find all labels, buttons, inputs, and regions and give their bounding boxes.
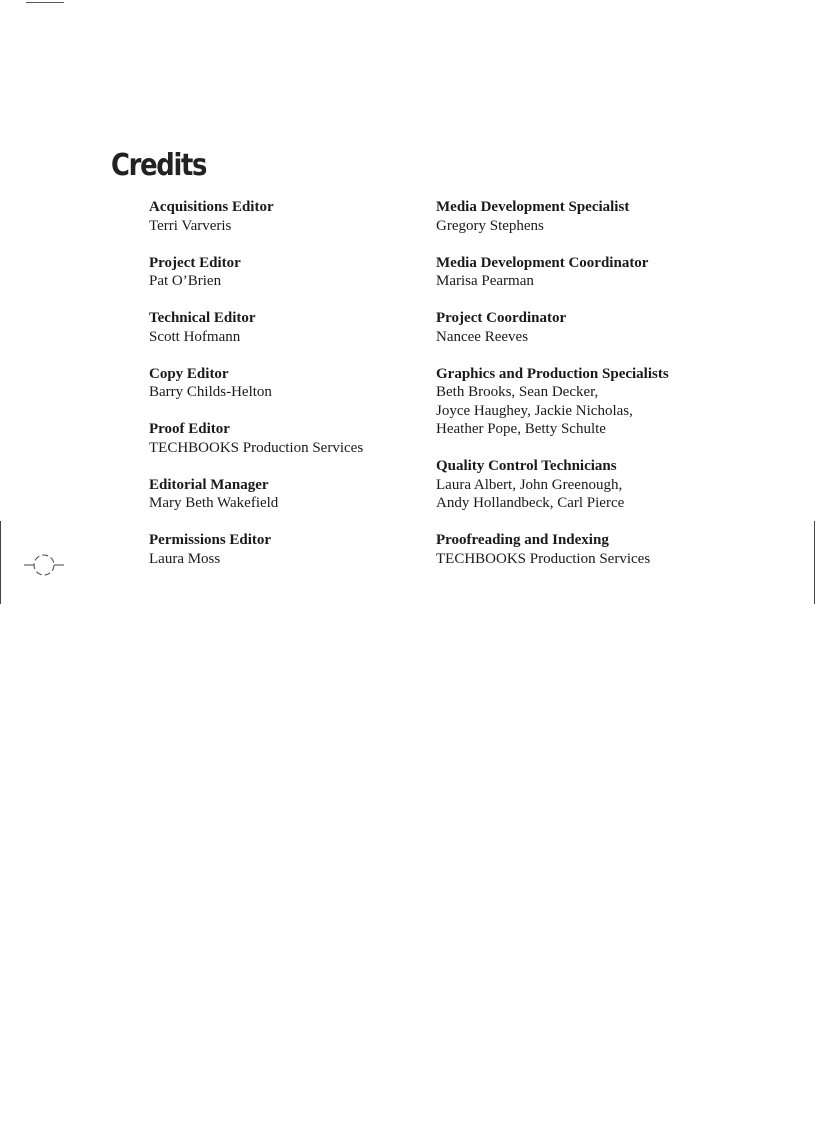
credit-entry xyxy=(149,309,419,346)
credit-role: Graphics and Production Specialists xyxy=(436,365,669,382)
credit-entry xyxy=(149,198,419,235)
credit-entry xyxy=(436,198,736,235)
credit-role: Project Coordinator xyxy=(436,310,567,326)
credit-role: Technical Editor xyxy=(149,310,256,326)
margin-line-right xyxy=(814,521,815,604)
credit-name: Barry Childs-Helton xyxy=(149,384,272,400)
credit-role: Permissions Editor xyxy=(149,532,272,548)
credit-name: TECHBOOKS Production Services xyxy=(436,550,651,567)
credit-name: TECHBOOKS Production Services xyxy=(149,439,364,456)
credit-name: Heather Pope, Betty Schulte xyxy=(436,421,606,437)
credit-role: Copy Editor xyxy=(149,365,229,382)
credit-name: Pat O’Brien xyxy=(149,273,222,289)
credit-entry xyxy=(436,457,736,513)
credit-name: Andy Hollandbeck, Carl Pierce xyxy=(436,495,625,511)
credit-role: Media Development Coordinator xyxy=(436,254,649,271)
credit-entry xyxy=(149,254,419,291)
credit-entry xyxy=(436,531,736,568)
credit-name: Mary Beth Wakefield xyxy=(149,495,279,511)
credit-entry xyxy=(149,531,419,568)
credit-role: Media Development Specialist xyxy=(436,199,630,215)
credit-role: Proofreading and Indexing xyxy=(436,532,609,548)
credit-entry xyxy=(436,309,736,346)
credit-entry xyxy=(436,365,736,439)
page-title: Credits xyxy=(111,148,207,183)
credit-name: Gregory Stephens xyxy=(436,217,544,234)
credit-name: Beth Brooks, Sean Decker, xyxy=(436,384,599,400)
credit-entry xyxy=(149,420,419,457)
credit-role: Quality Control Technicians xyxy=(436,458,617,474)
crop-mark-top xyxy=(26,2,64,3)
registration-mark-icon xyxy=(24,552,66,578)
credit-role: Project Editor xyxy=(149,254,241,271)
credit-name: Terri Varveris xyxy=(149,217,232,234)
credit-entry xyxy=(436,254,736,291)
credit-name: Laura Moss xyxy=(149,550,221,567)
credits-right-column xyxy=(436,198,736,587)
credit-role: Proof Editor xyxy=(149,421,230,437)
credit-name: Nancee Reeves xyxy=(436,328,529,345)
credit-role: Editorial Manager xyxy=(149,476,269,493)
margin-line-left xyxy=(0,521,1,604)
credits-left-column xyxy=(149,198,419,587)
credit-role: Acquisitions Editor xyxy=(149,199,274,215)
credit-name: Laura Albert, John Greenough, xyxy=(436,476,623,493)
credit-name: Marisa Pearman xyxy=(436,273,534,289)
credit-entry xyxy=(149,476,419,513)
credit-entry xyxy=(149,365,419,402)
credit-name: Scott Hofmann xyxy=(149,328,241,345)
credit-name: Joyce Haughey, Jackie Nicholas, xyxy=(436,402,633,419)
